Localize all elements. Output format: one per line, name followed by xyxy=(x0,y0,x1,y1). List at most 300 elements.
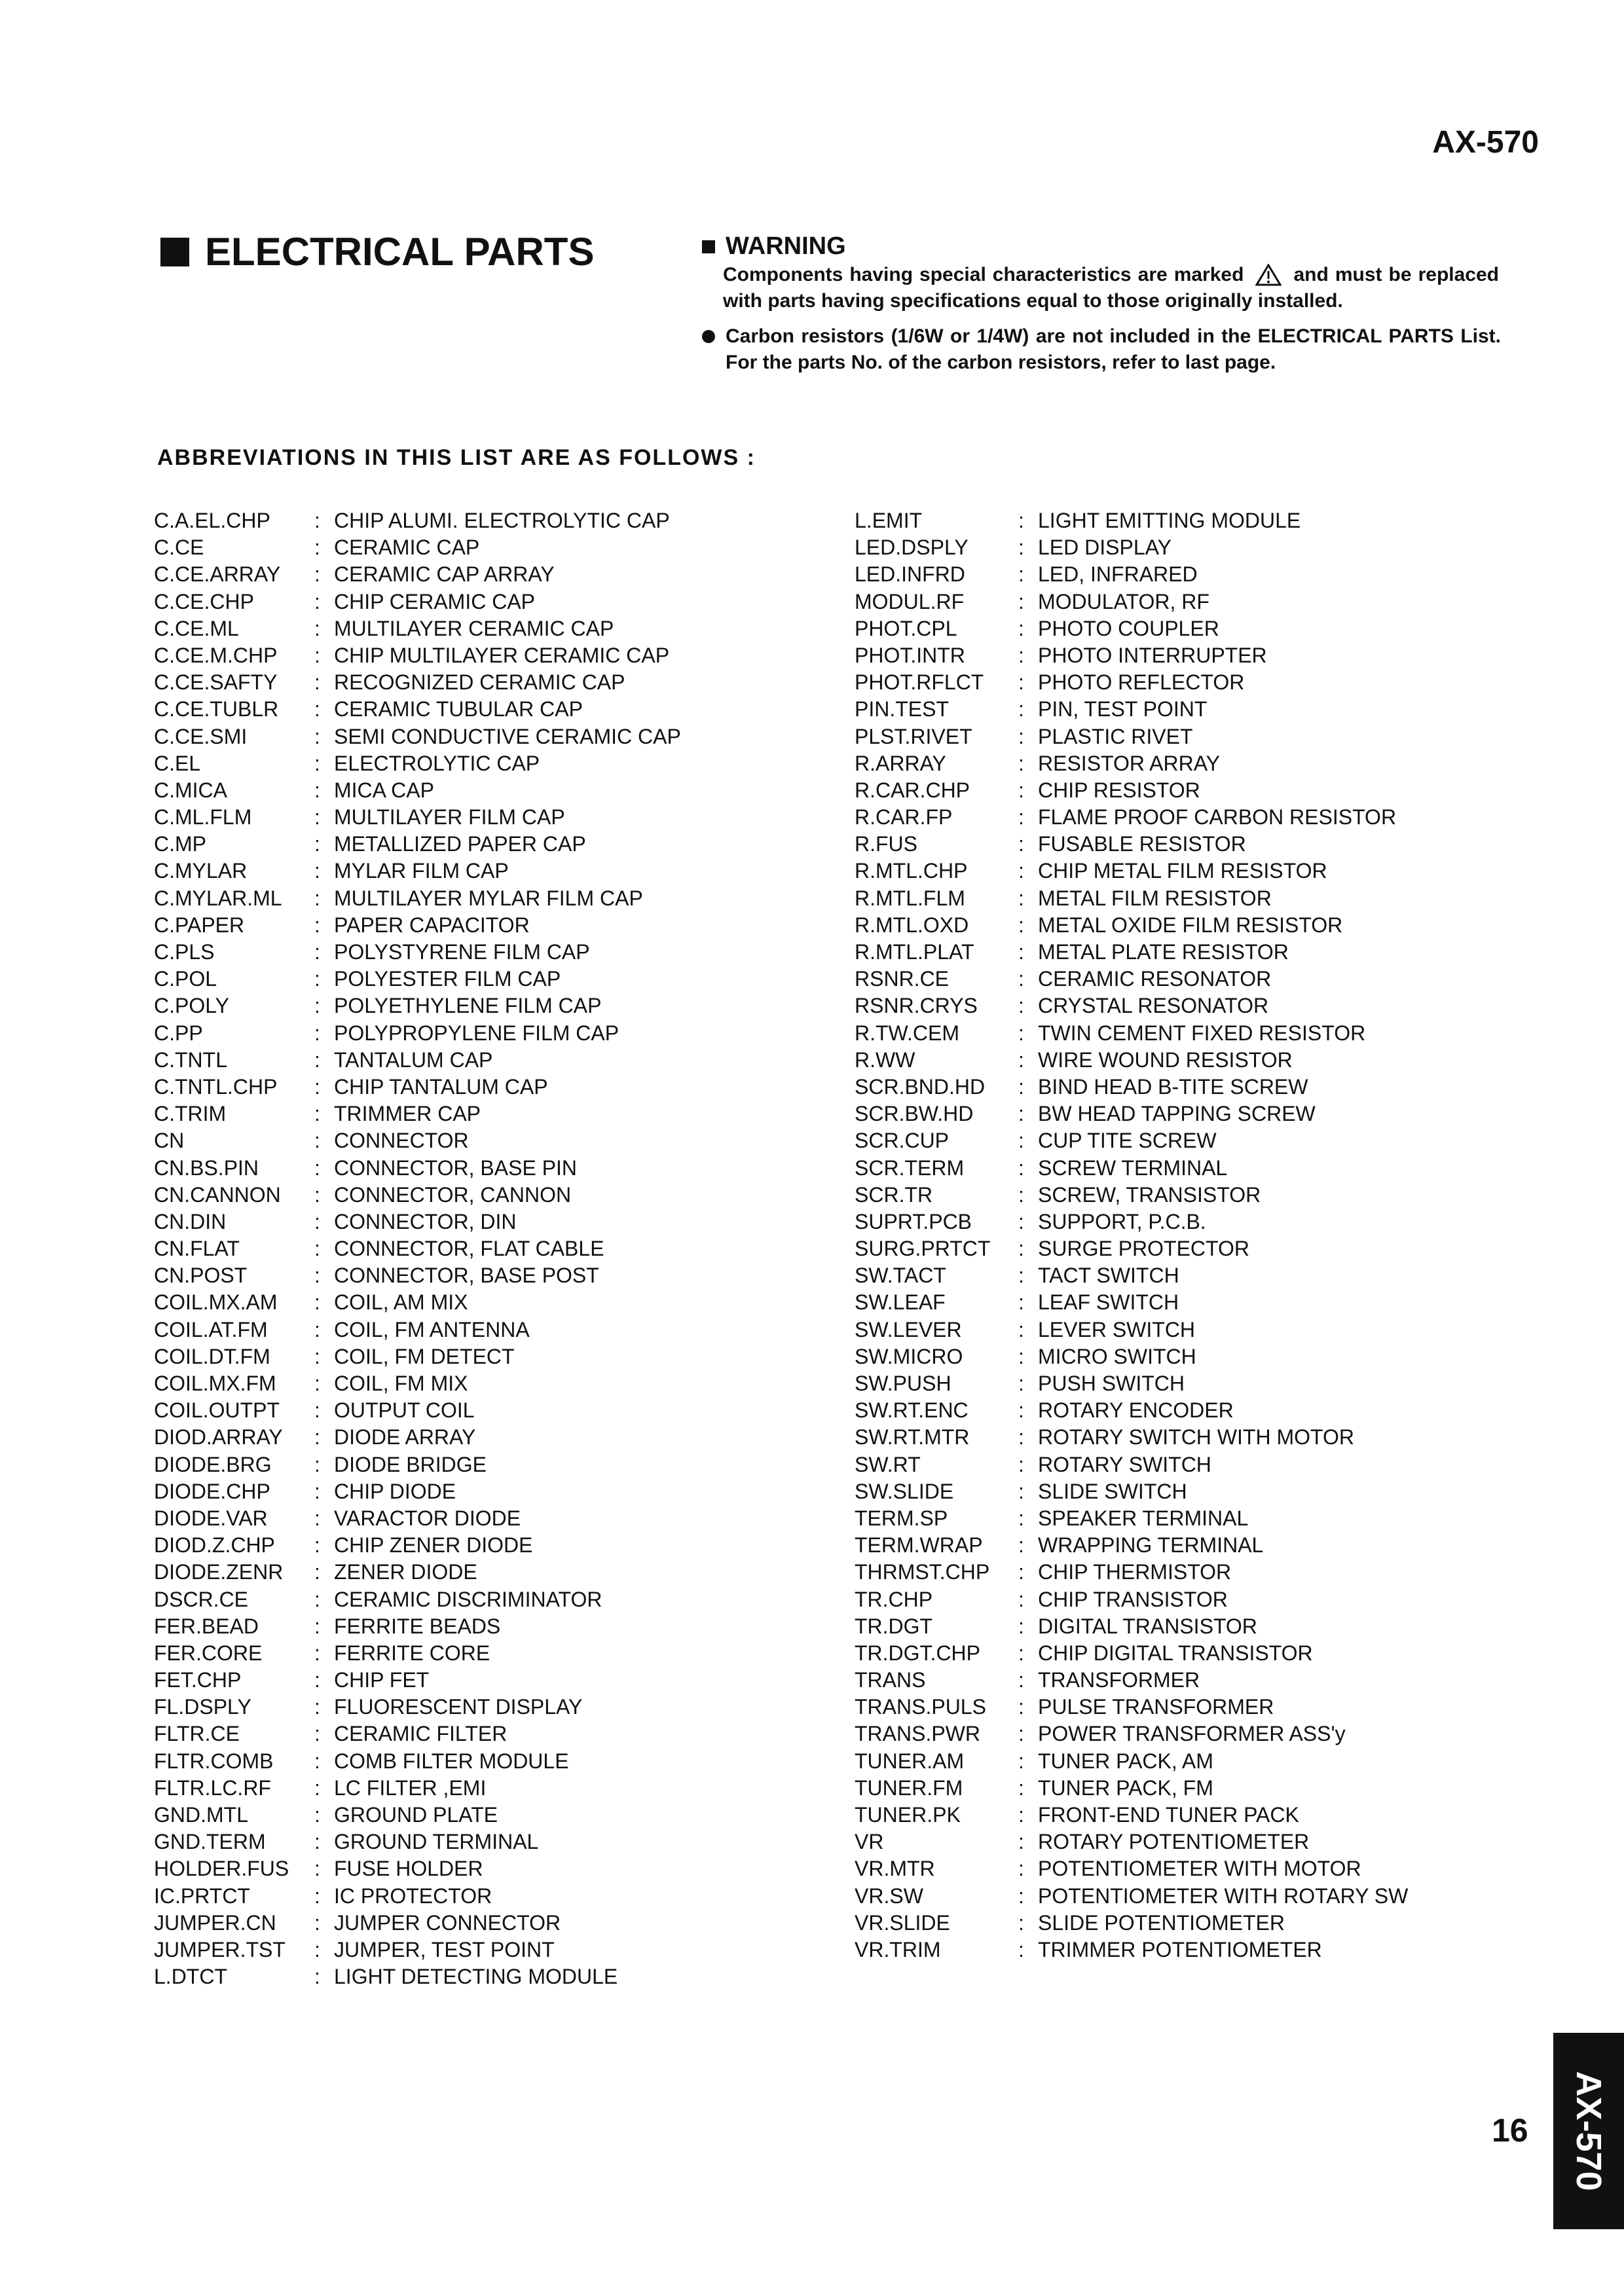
abbreviation-row xyxy=(855,723,1408,750)
abbreviation-meaning: SLIDE SWITCH xyxy=(1038,1479,1187,1503)
abbreviation-meaning: LEAF SWITCH xyxy=(1038,1290,1179,1315)
abbreviation-row xyxy=(154,1721,681,1747)
abbreviation-row xyxy=(154,1910,681,1937)
abbreviation-separator: : xyxy=(1018,1398,1024,1423)
abbreviation-code: R.ARRAY xyxy=(855,751,946,775)
abbreviation-row xyxy=(154,1963,681,1990)
abbreviation-code: R.MTL.PLAT xyxy=(855,940,974,964)
abbreviation-code: LED.INFRD xyxy=(855,562,965,587)
abbreviation-separator: : xyxy=(1018,1290,1024,1315)
abbreviation-row xyxy=(154,966,681,993)
abbreviation-meaning: POTENTIOMETER WITH ROTARY SW xyxy=(1038,1884,1409,1908)
abbreviation-separator: : xyxy=(1018,1452,1024,1476)
round-bullet-icon xyxy=(702,330,715,343)
abbreviation-meaning: FUSABLE RESISTOR xyxy=(1038,832,1246,856)
abbreviation-code: R.WW xyxy=(855,1048,915,1072)
abbreviation-code: C.TNTL.CHP xyxy=(154,1074,278,1099)
abbreviation-meaning: PULSE TRANSFORMER xyxy=(1038,1695,1274,1719)
abbreviation-separator: : xyxy=(314,1344,320,1368)
abbreviation-code: R.CAR.FP xyxy=(855,805,953,829)
abbreviation-separator: : xyxy=(1018,1021,1024,1045)
abbreviation-code: SW.LEVER xyxy=(855,1317,962,1341)
abbreviation-code: C.POLY xyxy=(154,994,229,1018)
section-title-text: ELECTRICAL PARTS xyxy=(205,230,595,274)
abbreviation-separator: : xyxy=(314,1372,320,1395)
abbreviation-code: JUMPER.TST xyxy=(154,1937,286,1961)
abbreviation-code: FLTR.COMB xyxy=(154,1749,274,1773)
abbreviation-meaning: TRIMMER POTENTIOMETER xyxy=(1038,1937,1322,1961)
abbreviation-code: VR.MTR xyxy=(855,1857,935,1881)
abbreviation-row xyxy=(855,589,1408,615)
abbreviation-separator: : xyxy=(1018,1937,1024,1961)
abbreviation-separator: : xyxy=(1018,643,1024,667)
abbreviation-separator: : xyxy=(1018,805,1024,829)
abbreviation-row xyxy=(855,1424,1408,1451)
abbreviation-row xyxy=(855,1586,1408,1613)
abbreviation-code: CN.FLAT xyxy=(154,1237,240,1261)
abbreviation-meaning: METAL OXIDE FILM RESISTOR xyxy=(1038,913,1343,937)
square-bullet-icon xyxy=(702,240,715,253)
abbreviation-separator: : xyxy=(1018,1048,1024,1072)
abbreviation-row xyxy=(855,858,1408,884)
abbreviation-meaning: FERRITE BEADS xyxy=(334,1614,501,1638)
abbreviation-meaning: BW HEAD TAPPING SCREW xyxy=(1038,1102,1316,1126)
abbreviation-separator: : xyxy=(1018,1857,1024,1881)
abbreviation-separator: : xyxy=(314,1749,320,1773)
abbreviation-code: PLST.RIVET xyxy=(855,724,972,748)
abbreviation-separator: : xyxy=(314,1857,320,1881)
abbreviation-meaning: BIND HEAD B-TITE SCREW xyxy=(1038,1074,1308,1099)
abbreviation-code: TR.CHP xyxy=(855,1587,933,1611)
abbreviation-separator: : xyxy=(314,1776,320,1800)
abbreviation-meaning: FLAME PROOF CARBON RESISTOR xyxy=(1038,805,1397,829)
abbreviation-separator: : xyxy=(314,1129,320,1153)
abbreviation-code: COIL.AT.FM xyxy=(154,1317,268,1341)
abbreviation-code: SW.RT xyxy=(855,1452,921,1476)
abbreviation-separator: : xyxy=(314,643,320,667)
abbreviation-code: C.CE.CHP xyxy=(154,589,254,613)
abbreviation-row xyxy=(855,966,1408,993)
abbreviation-separator: : xyxy=(1018,509,1024,532)
abbreviation-row xyxy=(154,1289,681,1316)
abbreviation-code: FLTR.CE xyxy=(154,1722,240,1746)
abbreviation-meaning: CONNECTOR, BASE POST xyxy=(334,1264,599,1288)
abbreviation-code: VR.SLIDE xyxy=(855,1910,950,1935)
abbreviation-code: DIODE.BRG xyxy=(154,1452,272,1476)
abbreviation-code: L.EMIT xyxy=(855,509,923,532)
abbreviation-meaning: TUNER PACK, AM xyxy=(1038,1749,1213,1773)
abbreviation-row xyxy=(154,1586,681,1613)
abbreviation-separator: : xyxy=(1018,1372,1024,1395)
abbreviation-code: COIL.MX.FM xyxy=(154,1372,276,1395)
abbreviation-meaning: ROTARY SWITCH WITH MOTOR xyxy=(1038,1425,1354,1449)
abbreviation-code: C.POL xyxy=(154,967,217,991)
abbreviation-row xyxy=(855,993,1408,1019)
abbreviation-separator: : xyxy=(1018,536,1024,560)
abbreviation-meaning: ELECTROLYTIC CAP xyxy=(334,751,540,775)
abbreviation-code: C.CE.ARRAY xyxy=(154,562,281,587)
abbreviation-row xyxy=(855,642,1408,669)
abbreviation-separator: : xyxy=(314,536,320,560)
abbreviation-row xyxy=(154,939,681,966)
abbreviation-row xyxy=(154,1155,681,1182)
abbreviation-code: VR xyxy=(855,1830,884,1854)
abbreviation-row xyxy=(154,507,681,534)
abbreviation-code: VR.SW xyxy=(855,1884,923,1908)
abbreviation-row xyxy=(855,1451,1408,1478)
abbreviation-meaning: TACT SWITCH xyxy=(1038,1264,1179,1288)
abbreviation-row xyxy=(855,1262,1408,1289)
abbreviation-code: FER.BEAD xyxy=(154,1614,259,1638)
abbreviation-meaning: LED, INFRARED xyxy=(1038,562,1198,587)
abbreviation-meaning: FLUORESCENT DISPLAY xyxy=(334,1695,583,1719)
abbreviation-code: CN.BS.PIN xyxy=(154,1156,259,1180)
abbreviation-separator: : xyxy=(314,1264,320,1288)
abbreviation-separator: : xyxy=(314,562,320,587)
abbreviation-separator: : xyxy=(314,1695,320,1719)
abbreviation-code: PHOT.RFLCT xyxy=(855,670,984,695)
abbreviation-meaning: CHIP CERAMIC CAP xyxy=(334,589,536,613)
abbreviation-meaning: RESISTOR ARRAY xyxy=(1038,751,1220,775)
abbreviation-row xyxy=(855,777,1408,804)
abbreviation-separator: : xyxy=(314,1452,320,1476)
abbreviation-meaning: POLYPROPYLENE FILM CAP xyxy=(334,1021,619,1045)
abbreviation-separator: : xyxy=(314,1830,320,1854)
abbreviation-row xyxy=(154,1775,681,1802)
abbreviation-code: JUMPER.CN xyxy=(154,1910,276,1935)
abbreviation-code: IC.PRTCT xyxy=(154,1884,250,1908)
abbreviation-code: FET.CHP xyxy=(154,1668,242,1692)
abbreviation-meaning: CHIP MULTILAYER CERAMIC CAP xyxy=(334,643,670,667)
abbreviation-row xyxy=(855,1883,1408,1910)
abbreviation-meaning: POLYESTER FILM CAP xyxy=(334,967,561,991)
abbreviation-meaning: POTENTIOMETER WITH MOTOR xyxy=(1038,1857,1361,1881)
abbreviation-code: SCR.CUP xyxy=(855,1129,950,1153)
abbreviation-row xyxy=(855,1317,1408,1343)
page-number: 16 xyxy=(1492,2112,1528,2149)
abbreviation-row xyxy=(154,1478,681,1505)
abbreviation-meaning: SPEAKER TERMINAL xyxy=(1038,1506,1249,1530)
abbreviation-meaning: MULTILAYER MYLAR FILM CAP xyxy=(334,886,643,910)
abbreviation-meaning: CHIP TRANSISTOR xyxy=(1038,1587,1228,1611)
abbreviation-meaning: TRANSFORMER xyxy=(1038,1668,1200,1692)
abbreviation-meaning: CHIP DIODE xyxy=(334,1479,456,1503)
abbreviation-code: VR.TRIM xyxy=(855,1937,941,1961)
abbreviation-code: DIODE.VAR xyxy=(154,1506,268,1530)
abbreviation-meaning: CHIP ALUMI. ELECTROLYTIC CAP xyxy=(334,509,670,532)
abbreviation-row xyxy=(855,534,1408,561)
abbreviation-separator: : xyxy=(314,1398,320,1423)
abbreviation-meaning: FUSE HOLDER xyxy=(334,1857,483,1881)
abbreviation-row xyxy=(855,1047,1408,1074)
abbreviation-separator: : xyxy=(314,1182,320,1207)
abbreviation-row xyxy=(154,1020,681,1047)
note-text: Carbon resistors (1/6W or 1/4W) are not included in the ELECTRICAL PARTS List. For the parts No. of the carbon resistors, refer to last page. xyxy=(726,325,1501,373)
abbreviation-separator: : xyxy=(314,1156,320,1180)
abbreviation-meaning: ROTARY SWITCH xyxy=(1038,1452,1211,1476)
abbreviation-meaning: TRIMMER CAP xyxy=(334,1102,481,1126)
abbreviation-separator: : xyxy=(1018,1209,1024,1233)
abbreviation-separator: : xyxy=(1018,1668,1024,1692)
abbreviation-meaning: CONNECTOR xyxy=(334,1129,469,1153)
abbreviation-code: TRANS.PULS xyxy=(855,1695,986,1719)
abbreviation-code: CN.DIN xyxy=(154,1209,227,1233)
abbreviation-separator: : xyxy=(1018,1344,1024,1368)
abbreviation-separator: : xyxy=(1018,616,1024,640)
abbreviation-row xyxy=(154,642,681,669)
abbreviation-code: SCR.TERM xyxy=(855,1156,965,1180)
abbreviation-row xyxy=(154,1047,681,1074)
abbreviation-meaning: ROTARY ENCODER xyxy=(1038,1398,1234,1423)
abbreviation-separator: : xyxy=(314,670,320,695)
side-tab xyxy=(1553,2033,1624,2229)
abbreviation-meaning: CHIP ZENER DIODE xyxy=(334,1533,533,1558)
abbreviation-separator: : xyxy=(314,1021,320,1045)
abbreviation-separator: : xyxy=(1018,724,1024,748)
warning-text-before: Components having special characteristics are marked xyxy=(723,264,1244,285)
abbreviation-row xyxy=(855,1478,1408,1505)
abbreviation-row xyxy=(855,1829,1408,1855)
abbreviation-code: R.TW.CEM xyxy=(855,1021,959,1045)
abbreviation-code: COIL.MX.AM xyxy=(154,1290,278,1315)
abbreviation-row xyxy=(855,1074,1408,1101)
abbreviation-meaning: JUMPER CONNECTOR xyxy=(334,1910,561,1935)
abbreviation-code: TUNER.PK xyxy=(855,1803,961,1827)
abbreviation-code: C.CE.SAFTY xyxy=(154,670,278,695)
abbreviation-meaning: PUSH SWITCH xyxy=(1038,1372,1185,1395)
abbreviation-separator: : xyxy=(314,859,320,883)
abbreviation-code: C.MYLAR xyxy=(154,859,248,883)
abbreviation-code: C.CE.M.CHP xyxy=(154,643,278,667)
abbreviation-meaning: CHIP METAL FILM RESISTOR xyxy=(1038,859,1327,883)
square-bullet-icon xyxy=(160,238,189,266)
abbreviation-meaning: CHIP RESISTOR xyxy=(1038,778,1200,802)
abbreviation-code: MODUL.RF xyxy=(855,589,965,613)
abbreviation-separator: : xyxy=(314,616,320,640)
abbreviation-meaning: JUMPER, TEST POINT xyxy=(334,1937,555,1961)
abbreviation-separator: : xyxy=(314,994,320,1018)
abbreviation-separator: : xyxy=(314,1560,320,1584)
abbreviation-meaning: TWIN CEMENT FIXED RESISTOR xyxy=(1038,1021,1366,1045)
abbreviation-row xyxy=(855,831,1408,858)
abbreviation-code: C.TNTL xyxy=(154,1048,227,1072)
carbon-resistor-note xyxy=(702,323,1501,376)
abbreviation-code: THRMST.CHP xyxy=(855,1560,990,1584)
abbreviation-code: RSNR.CRYS xyxy=(855,994,978,1018)
abbreviation-code: TERM.WRAP xyxy=(855,1533,983,1558)
abbreviation-row xyxy=(855,507,1408,534)
abbreviation-row xyxy=(855,804,1408,831)
abbreviation-row xyxy=(855,1640,1408,1667)
abbreviation-separator: : xyxy=(314,1668,320,1692)
abbreviation-row xyxy=(154,1748,681,1775)
abbreviation-code: SCR.TR xyxy=(855,1182,933,1207)
abbreviation-separator: : xyxy=(314,1048,320,1072)
warning-title: WARNING xyxy=(726,232,846,260)
abbreviation-meaning: COIL, FM ANTENNA xyxy=(334,1317,530,1341)
abbreviation-separator: : xyxy=(314,1237,320,1261)
abbreviation-row xyxy=(154,534,681,561)
abbreviation-meaning: GROUND TERMINAL xyxy=(334,1830,539,1854)
abbreviation-code: TUNER.AM xyxy=(855,1749,965,1773)
abbreviation-meaning: MULTILAYER CERAMIC CAP xyxy=(334,616,614,640)
abbreviation-code: DSCR.CE xyxy=(154,1587,249,1611)
abbreviation-meaning: POLYSTYRENE FILM CAP xyxy=(334,940,590,964)
abbreviation-separator: : xyxy=(1018,1425,1024,1449)
abbreviation-separator: : xyxy=(314,967,320,991)
abbreviation-meaning: CERAMIC CAP ARRAY xyxy=(334,562,555,587)
abbreviation-separator: : xyxy=(314,1506,320,1530)
abbreviation-row xyxy=(154,696,681,723)
abbreviation-code: GND.TERM xyxy=(154,1830,266,1854)
abbreviation-row xyxy=(154,1829,681,1855)
abbreviation-separator: : xyxy=(314,886,320,910)
abbreviation-row xyxy=(154,1235,681,1262)
abbreviation-meaning: PHOTO INTERRUPTER xyxy=(1038,643,1267,667)
abbreviation-meaning: IC PROTECTOR xyxy=(334,1884,492,1908)
abbreviation-code: DIOD.ARRAY xyxy=(154,1425,283,1449)
abbreviation-row xyxy=(154,1101,681,1127)
abbreviation-separator: : xyxy=(314,1317,320,1341)
abbreviation-separator: : xyxy=(1018,1722,1024,1746)
abbreviation-row xyxy=(154,858,681,884)
abbreviation-separator: : xyxy=(1018,940,1024,964)
abbreviation-code: SW.RT.MTR xyxy=(855,1425,970,1449)
abbreviation-separator: : xyxy=(314,832,320,856)
abbreviation-meaning: FERRITE CORE xyxy=(334,1641,490,1665)
abbreviation-separator: : xyxy=(1018,1074,1024,1099)
abbreviation-meaning: COMB FILTER MODULE xyxy=(334,1749,569,1773)
model-number: AX-570 xyxy=(1432,125,1539,160)
abbreviation-meaning: SLIDE POTENTIOMETER xyxy=(1038,1910,1285,1935)
abbreviation-row xyxy=(855,750,1408,777)
abbreviation-code: GND.MTL xyxy=(154,1803,248,1827)
abbreviation-code: TR.DGT.CHP xyxy=(855,1641,980,1665)
abbreviation-separator: : xyxy=(1018,1264,1024,1288)
abbreviation-separator: : xyxy=(1018,859,1024,883)
abbreviation-separator: : xyxy=(1018,670,1024,695)
abbreviation-code: SURG.PRTCT xyxy=(855,1237,991,1261)
abbreviation-separator: : xyxy=(1018,1479,1024,1503)
abbreviation-row xyxy=(855,1802,1408,1829)
abbreviation-row xyxy=(855,696,1408,723)
abbreviation-separator: : xyxy=(1018,967,1024,991)
abbreviation-code: SW.SLIDE xyxy=(855,1479,954,1503)
abbreviations-heading: ABBREVIATIONS IN THIS LIST ARE AS FOLLOWS : xyxy=(157,445,756,470)
abbreviation-code: CN xyxy=(154,1129,185,1153)
abbreviation-code: PHOT.CPL xyxy=(855,616,957,640)
abbreviation-row xyxy=(154,561,681,588)
abbreviation-row xyxy=(154,885,681,912)
abbreviation-meaning: CUP TITE SCREW xyxy=(1038,1129,1217,1153)
abbreviation-code: DIODE.ZENR xyxy=(154,1560,284,1584)
abbreviation-code: C.PAPER xyxy=(154,913,245,937)
abbreviation-separator: : xyxy=(314,1803,320,1827)
abbreviation-meaning: PHOTO COUPLER xyxy=(1038,616,1219,640)
abbreviation-row xyxy=(154,615,681,642)
abbreviation-meaning: SURGE PROTECTOR xyxy=(1038,1237,1249,1261)
abbreviation-code: C.CE.TUBLR xyxy=(154,697,279,721)
abbreviation-meaning: PIN, TEST POINT xyxy=(1038,697,1208,721)
abbreviation-row xyxy=(855,1155,1408,1182)
abbreviation-meaning: CRYSTAL RESONATOR xyxy=(1038,994,1269,1018)
abbreviation-meaning: CHIP FET xyxy=(334,1668,430,1692)
abbreviation-separator: : xyxy=(1018,1560,1024,1584)
abbreviation-row xyxy=(855,1721,1408,1747)
abbreviation-code: TRANS xyxy=(855,1668,926,1692)
abbreviation-row xyxy=(154,1209,681,1235)
abbreviation-meaning: CHIP TANTALUM CAP xyxy=(334,1074,548,1099)
abbreviation-separator: : xyxy=(314,1209,320,1233)
abbreviation-row xyxy=(154,669,681,696)
abbreviation-row xyxy=(154,750,681,777)
abbreviation-row xyxy=(154,1370,681,1397)
abbreviation-meaning: PAPER CAPACITOR xyxy=(334,913,530,937)
abbreviation-separator: : xyxy=(1018,697,1024,721)
abbreviation-code: CN.POST xyxy=(154,1264,248,1288)
abbreviation-code: TR.DGT xyxy=(855,1614,933,1638)
warning-text xyxy=(723,262,1499,314)
abbreviation-separator: : xyxy=(314,724,320,748)
abbreviation-separator: : xyxy=(314,1614,320,1638)
abbreviation-separator: : xyxy=(1018,886,1024,910)
abbreviation-separator: : xyxy=(1018,1776,1024,1800)
abbreviation-code: SW.RT.ENC xyxy=(855,1398,969,1423)
abbreviation-meaning: CERAMIC TUBULAR CAP xyxy=(334,697,583,721)
abbreviation-row xyxy=(855,615,1408,642)
abbreviation-separator: : xyxy=(1018,913,1024,937)
abbreviation-row xyxy=(154,1451,681,1478)
abbreviations-left-column xyxy=(154,507,681,1990)
abbreviation-meaning: POWER TRANSFORMER ASS'y xyxy=(1038,1722,1346,1746)
abbreviation-separator: : xyxy=(314,1533,320,1558)
abbreviation-row xyxy=(855,1289,1408,1316)
abbreviation-code: SCR.BND.HD xyxy=(855,1074,986,1099)
abbreviation-meaning: DIGITAL TRANSISTOR xyxy=(1038,1614,1257,1638)
abbreviation-row xyxy=(154,1074,681,1101)
abbreviation-row xyxy=(855,1343,1408,1370)
abbreviation-row xyxy=(855,1748,1408,1775)
abbreviation-row xyxy=(855,1532,1408,1559)
abbreviation-separator: : xyxy=(1018,1317,1024,1341)
abbreviation-meaning: METALLIZED PAPER CAP xyxy=(334,832,586,856)
abbreviation-separator: : xyxy=(314,509,320,532)
abbreviation-separator: : xyxy=(1018,1614,1024,1638)
abbreviation-row xyxy=(855,1613,1408,1640)
abbreviation-row xyxy=(855,939,1408,966)
abbreviation-code: SUPRT.PCB xyxy=(855,1209,972,1233)
abbreviation-row xyxy=(855,1235,1408,1262)
abbreviation-separator: : xyxy=(314,1965,320,1989)
abbreviation-meaning: LEVER SWITCH xyxy=(1038,1317,1196,1341)
abbreviation-separator: : xyxy=(314,1641,320,1665)
abbreviation-row xyxy=(855,1910,1408,1937)
abbreviation-separator: : xyxy=(314,1290,320,1315)
abbreviation-meaning: DIODE ARRAY xyxy=(334,1425,476,1449)
abbreviation-row xyxy=(154,993,681,1019)
abbreviation-code: C.TRIM xyxy=(154,1102,227,1126)
warning-text-after: and must be replaced with parts having specifications equal to those originally installed. xyxy=(723,264,1499,312)
abbreviation-meaning: LED DISPLAY xyxy=(1038,536,1172,560)
abbreviation-separator: : xyxy=(314,1425,320,1449)
abbreviation-meaning: ROTARY POTENTIOMETER xyxy=(1038,1830,1310,1854)
abbreviation-row xyxy=(855,1020,1408,1047)
abbreviation-separator: : xyxy=(1018,1506,1024,1530)
abbreviation-row xyxy=(154,912,681,939)
abbreviation-meaning: TUNER PACK, FM xyxy=(1038,1776,1213,1800)
abbreviation-separator: : xyxy=(1018,1803,1024,1827)
abbreviation-meaning: OUTPUT COIL xyxy=(334,1398,475,1423)
